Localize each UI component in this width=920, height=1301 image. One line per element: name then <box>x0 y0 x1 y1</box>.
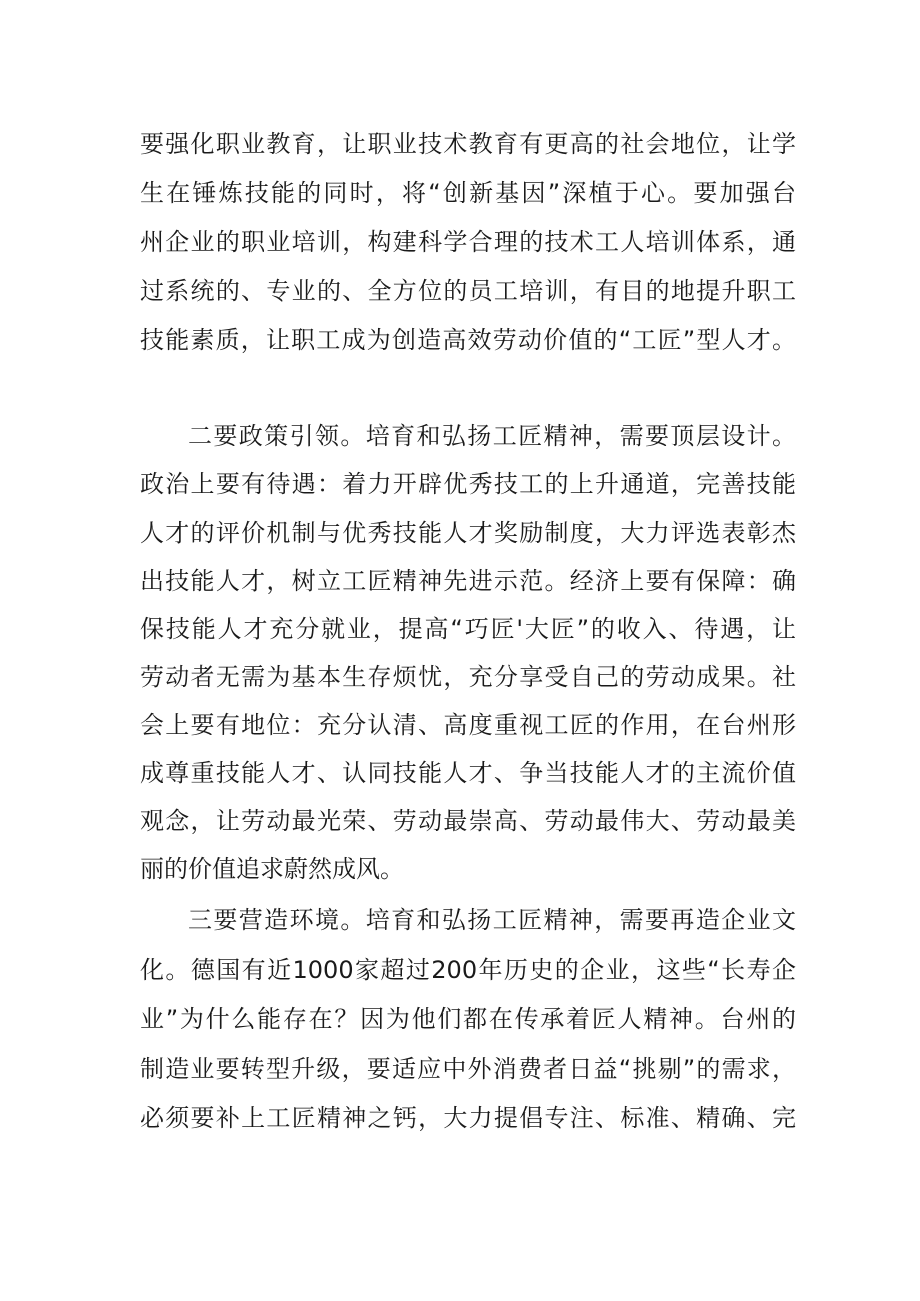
text-line: 化。德国有近1000家超过200年历史的企业，这些“长寿企 <box>140 956 796 984</box>
text-line: 业”为什么能存在？因为他们都在传承着匠人精神。台州的 <box>140 1005 796 1033</box>
text-line: 政治上要有待遇：着力开辟优秀技工的上升通道，完善技能 <box>140 470 796 498</box>
text-line: 制造业要转型升级，要适应中外消费者日益“挑剔”的需求， <box>140 1055 796 1083</box>
text-line: 保技能人才充分就业，提高“巧匠'大匠”的收入、待遇，让 <box>140 615 796 643</box>
text-line: 会上要有地位：充分认清、高度重视工匠的作用，在台州形 <box>140 711 796 739</box>
text-line: 要强化职业教育，让职业技术教育有更高的社会地位，让学 <box>140 130 796 158</box>
text-line: 技能素质，让职工成为创造高效劳动价值的“工匠”型人才。 <box>140 326 796 354</box>
text-line: 成尊重技能人才、认同技能人才、争当技能人才的主流价值 <box>140 759 796 787</box>
text-line: 州企业的职业培训，构建科学合理的技术工人培训体系，通 <box>140 228 796 256</box>
text-line: 人才的评价机制与优秀技能人才奖励制度，大力评选表彰杰 <box>140 519 796 547</box>
text-line: 劳动者无需为基本生存烦忧，充分享受自己的劳动成果。社 <box>140 663 796 691</box>
text-line: 二要政策引领。培育和弘扬工匠精神，需要顶层设计。 <box>188 422 796 450</box>
text-line: 必须要补上工匠精神之钙，大力提倡专注、标准、精确、完 <box>140 1104 796 1132</box>
text-line: 生在锤炼技能的同时，将“创新基因”深植于心。要加强台 <box>140 179 796 207</box>
text-line: 出技能人才，树立工匠精神先进示范。经济上要有保障：确 <box>140 567 796 595</box>
text-line: 丽的价值追求蔚然成风。 <box>140 855 404 883</box>
text-line: 观念，让劳动最光荣、劳动最崇高、劳动最伟大、劳动最美 <box>140 807 796 835</box>
text-line: 三要营造环境。培育和弘扬工匠精神，需要再造企业文 <box>188 906 796 934</box>
text-line: 过系统的、专业的、全方位的员工培训，有目的地提升职工 <box>140 277 796 305</box>
